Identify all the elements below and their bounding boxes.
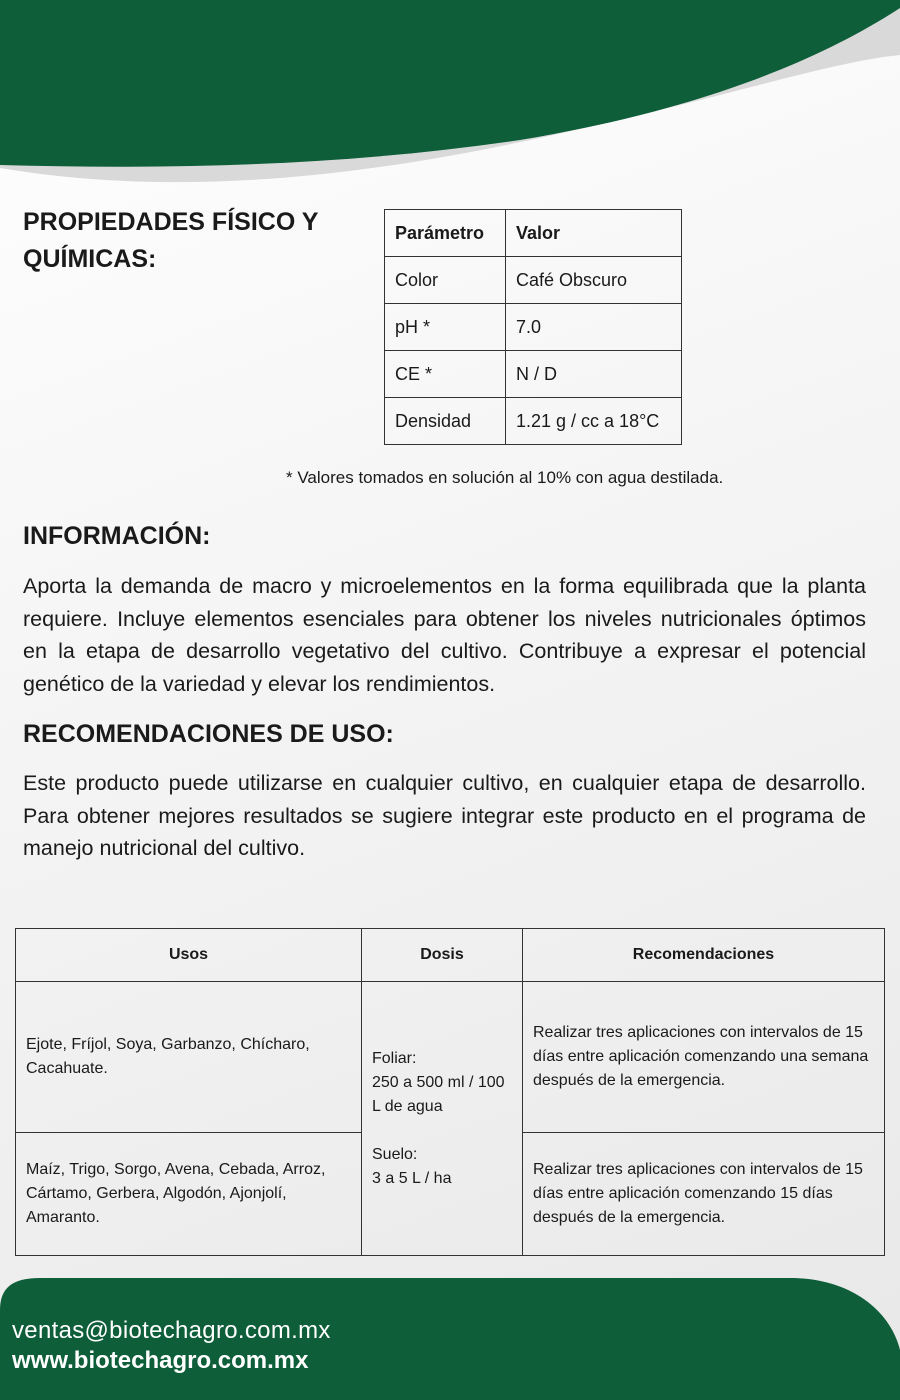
- props-footnote: * Valores tomados en solución al 10% con agua destilada.: [286, 468, 724, 487]
- value-cell: 7.0: [506, 304, 682, 351]
- param-cell: Color: [385, 257, 506, 304]
- recommendation-cell: Realizar tres aplicaciones con intervalos de 15 días entre aplicación comenzando una semana después de la emergencia.: [523, 982, 885, 1133]
- uses-header: Usos: [16, 929, 362, 982]
- table-header-cell: Valor: [506, 210, 682, 257]
- props-heading: PROPIEDADES FÍSICO Y QUÍMICAS:: [23, 208, 318, 273]
- footer-website[interactable]: www.biotechagro.com.mx: [12, 1347, 309, 1374]
- param-cell: Densidad: [385, 398, 506, 445]
- table-row: [385, 304, 682, 351]
- table-header-row: [16, 929, 885, 982]
- info-heading: INFORMACIÓN:: [23, 522, 211, 550]
- dose-spacer: [372, 1119, 512, 1143]
- dose-foliar-label: Foliar:: [372, 1049, 417, 1067]
- value-cell: Café Obscuro: [506, 257, 682, 304]
- table-row: [16, 982, 885, 1133]
- table-row: [385, 257, 682, 304]
- param-cell: pH *: [385, 304, 506, 351]
- reco-heading: RECOMENDACIONES DE USO:: [23, 720, 394, 748]
- uses-table: [15, 928, 885, 1256]
- dose-foliar-value: 250 a 500 ml / 100 L de agua: [372, 1073, 505, 1115]
- recommendation-cell: Realizar tres aplicaciones con intervalos de 15 días entre aplicación comenzando 15 días después de la emergencia.: [523, 1133, 885, 1256]
- table-row: [385, 351, 682, 398]
- footer-email[interactable]: ventas@biotechagro.com.mx: [12, 1317, 331, 1344]
- table-row: [385, 398, 682, 445]
- header-wave: [0, 0, 900, 200]
- reco-paragraph: Este producto puede utilizarse en cualquier cultivo, en cualquier etapa de desarrollo. Para obtener mejores resultados se sugiere integrar este producto en el programa de manejo nutricional del cultivo.: [23, 771, 866, 860]
- dose-soil-value: 3 a 5 L / ha: [372, 1169, 452, 1187]
- param-cell: CE *: [385, 351, 506, 398]
- uses-cell: Maíz, Trigo, Sorgo, Avena, Cebada, Arroz, Cártamo, Gerbera, Algodón, Ajonjolí, Amaranto.: [16, 1133, 362, 1256]
- properties-table: [384, 209, 682, 445]
- value-cell: N / D: [506, 351, 682, 398]
- value-cell: 1.21 g / cc a 18°C: [506, 398, 682, 445]
- table-header-cell: Parámetro: [385, 210, 506, 257]
- dose-header: Dosis: [362, 929, 523, 982]
- uses-cell: Ejote, Fríjol, Soya, Garbanzo, Chícharo, Cacahuate.: [16, 982, 362, 1133]
- recommendations-header: Recomendaciones: [523, 929, 885, 982]
- dose-soil-label: Suelo:: [372, 1145, 418, 1163]
- info-paragraph: Aporta la demanda de macro y microelementos en la forma equilibrada que la planta requiere. Incluye elementos esenciales para obtener los niveles nutricionales óptimos en la etapa de desarrollo vegetativo del cultivo. Contribuye a expresar el potencial genético de la variedad y elevar los rendimientos.: [23, 574, 866, 696]
- footer-contact: [12, 1316, 331, 1376]
- dose-cell: [362, 982, 523, 1256]
- table-header-row: [385, 210, 682, 257]
